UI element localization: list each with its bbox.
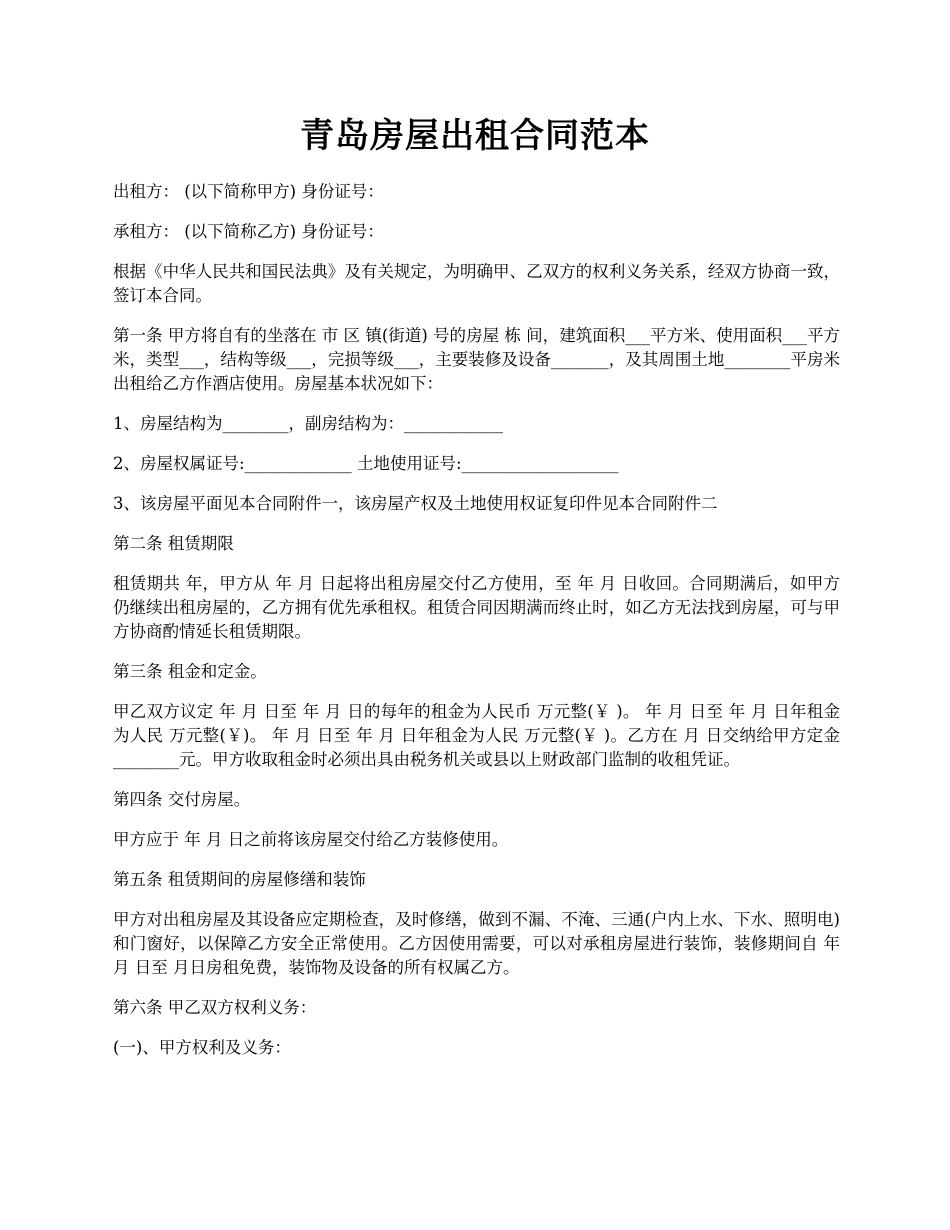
paragraph-lease-term: 租赁期共 年，甲方从 年 月 日起将出租房屋交付乙方使用，至 年 月 日收回。合同期满后，如甲方仍继续出租房屋的，乙方拥有优先承租权。租赁合同因期满而终止时，如乙方无法找到房屋，可与甲方协商酌情延长租赁期限。: [113, 574, 840, 641]
paragraph-repair-decoration: 甲方对出租房屋及其设备应定期检查，及时修缮，做到不漏、不淹、三通(户内上水、下水、照明电)和门窗好，以保障乙方安全正常使用。乙方因使用需要，可以对承租房屋进行装饰，装修期间自 年 月 日至 月日房租免费，装饰物及设备的所有权属乙方。: [113, 910, 840, 977]
heading-article-6: 第六条 甲乙双方权利义务：: [113, 998, 317, 1017]
paragraph-article-1: 第一条 甲方将自有的坐落在 市 区 镇(街道) 号的房屋 栋 间，建筑面积___平方米、使用面积___平方米，类型___，结构等级___，完损等级___，主要装修及设备_______，及其周围土地________平房米出租给乙方作酒店使用。房屋基本状况如下：: [113, 326, 840, 393]
paragraph-item-2: 2、房屋权属证号:_____________ 土地使用证号:___________________: [113, 454, 619, 473]
document-body: [113, 180, 840, 1076]
paragraph-preamble: 根据《中华人民共和国民法典》及有关规定，为明确甲、乙双方的权利义务关系，经双方协商一致，签订本合同。: [113, 262, 840, 305]
paragraph-item-1: 1、房屋结构为________，副房结构为：____________: [113, 414, 503, 433]
heading-article-4: 第四条 交付房屋。: [113, 790, 251, 809]
paragraph-item-3: 3、该房屋平面见本合同附件一，该房屋产权及土地使用权证复印件见本合同附件二: [113, 494, 718, 513]
heading-article-2: 第二条 租赁期限: [113, 534, 234, 553]
paragraph-delivery: 甲方应于 年 月 日之前将该房屋交付给乙方装修使用。: [113, 830, 509, 849]
heading-article-5: 第五条 租赁期间的房屋修缮和装饰: [113, 870, 366, 889]
paragraph-lessee: 承租方： (以下简称乙方) 身份证号：: [113, 222, 384, 241]
paragraph-lessor: 出租方： (以下简称甲方) 身份证号：: [113, 182, 384, 201]
paragraph-rent-deposit: 甲乙双方议定 年 月 日至 年 月 日的每年的租金为人民币 万元整(￥ )。 年 月 日至 年 月 日年租金为人民 万元整(￥)。 年 月 日至 年 月 日年租金为人民 万元整(￥ )。乙方在 月 日交纳给甲方定金________元。甲方收取租金时必须出具由税务机关或县以上财政部门监制的收租凭证。: [113, 702, 840, 769]
heading-party-a-rights: (一)、甲方权利及义务：: [113, 1038, 291, 1057]
document-title: 青岛房屋出租合同范本: [300, 116, 650, 156]
heading-article-3: 第三条 租金和定金。: [113, 662, 267, 681]
